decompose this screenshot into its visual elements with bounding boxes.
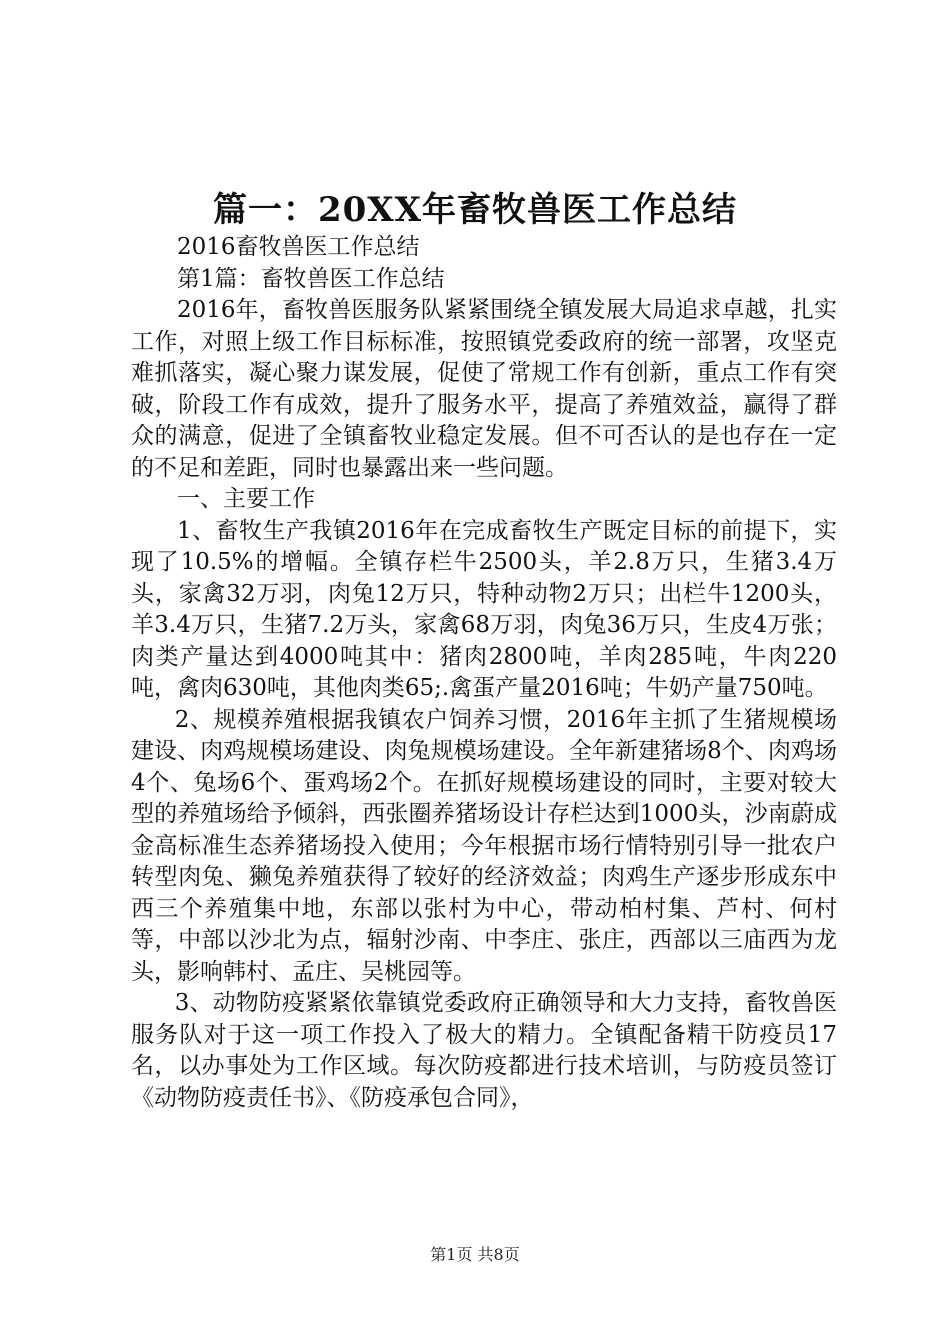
scale-farming-paragraph: 2、规模养殖根据我镇农户饲养习惯，2016年主抓了生猪规模场建设、肉鸡规模场建设、肉兔规模场建设。全年新建猪场8个、肉鸡场4个、兔场6个、蛋鸡场2个。在抓好规模场建设的同时，主要对较大型的养殖场给予倾斜，西张圈养猪场设计存栏达到1000头，沙南蔚成金高标准生态养猪场投入使用；今年根据市场行情特别引导一批农户转型肉兔、獭兔养殖获得了较好的经济效益；肉鸡生产逐步形成东中西三个养殖集中地，东部以张村为中心，带动柏村集、芦村、何村等，中部以沙北为点，辐射沙南、中李庄、张庄，西部以三庙西为龙头，影响韩村、孟庄、吴桃园等。 <box>131 706 837 985</box>
livestock-production-paragraph: 1、畜牧生产我镇2016年在完成畜牧生产既定目标的前提下，实现了10.5%的增幅。全镇存栏牛2500头，羊2.8万只，生猪3.4万头，家禽32万羽，肉兔12万只，特种动物2万只；出栏牛1200头，羊3.4万只，生猪7.2万头，家禽68万羽，肉兔36万只，生皮4万张；肉类产量达到4000吨其中：猪肉2800吨，羊肉285吨，牛肉220吨，禽肉630吨，其他肉类65;.禽蛋产量2016吨；牛奶产量750吨。 <box>131 517 837 701</box>
document-body <box>131 232 837 1114</box>
subtitle-paragraph: 2016畜牧兽医工作总结 <box>177 234 420 260</box>
section-heading-paragraph: 第1篇：畜牧兽医工作总结 <box>177 265 445 292</box>
animal-epidemic-prevention-paragraph: 3、动物防疫紧紧依靠镇党委政府正确领导和大力支持，畜牧兽医服务队对于这一项工作投入了极大的精力。全镇配备精干防疫员17名，以办事处为工作区域。每次防疫都进行技术培训，与防疫员签订《动物防疫责任书》、《防疫承包合同》， <box>131 990 837 1111</box>
page-number-footer: 第1页 共8页 <box>430 1245 520 1264</box>
intro-paragraph: 2016年，畜牧兽医服务队紧紧围绕全镇发展大局追求卓越，扎实工作，对照上级工作目标标准，按照镇党委政府的统一部署，攻坚克难抓落实，凝心聚力谋发展，促使了常规工作有创新，重点工作有突破，阶段工作有成效，提升了服务水平，提高了养殖效益，赢得了群众的满意，促进了全镇畜牧业稳定发展。但不可否认的是也存在一定的不足和差距，同时也暴露出来一些问题。 <box>131 297 837 481</box>
main-work-heading: 一、主要工作 <box>177 486 315 512</box>
document-title: 篇一：20XX年畜牧兽医工作总结 <box>212 190 738 230</box>
